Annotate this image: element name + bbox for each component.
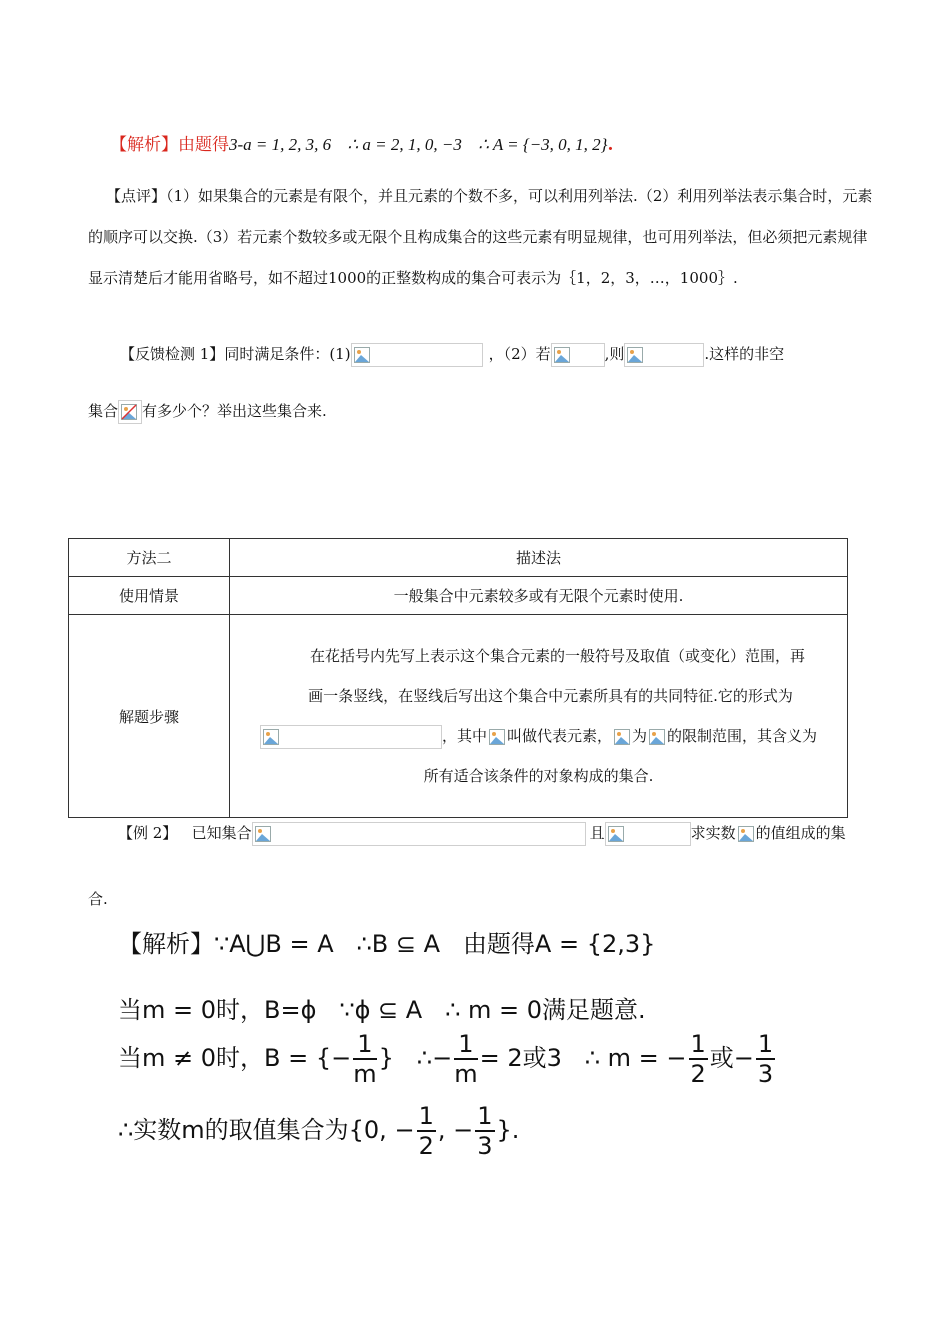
steps-cell bbox=[230, 615, 848, 818]
table-cell: 方法二 bbox=[69, 539, 230, 577]
feedback-line-2 bbox=[88, 400, 327, 424]
solution-2-text: ∴− bbox=[416, 1044, 453, 1072]
solution-2-text: ∵ϕ ⊆ A bbox=[339, 996, 423, 1024]
solution-2-text: 或− bbox=[709, 1044, 754, 1072]
feedback-text-1: 同时满足条件：(1) bbox=[224, 345, 351, 363]
step-line-2: 画一条竖线，在竖线后写出这个集合中元素所具有的共同特征.它的形式为 bbox=[308, 687, 793, 705]
broken-image-icon bbox=[255, 826, 271, 842]
fraction bbox=[475, 1104, 494, 1158]
feedback-text-6: 有多少个？举出这些集合来. bbox=[142, 402, 327, 420]
table-cell: 使用情景 bbox=[69, 577, 230, 615]
broken-image-icon bbox=[263, 729, 279, 745]
formula-image-placeholder bbox=[612, 726, 632, 748]
broken-image-icon bbox=[614, 729, 630, 745]
solution-2-text: }. bbox=[496, 1116, 520, 1144]
table-cell: 一般集合中元素较多或有无限个元素时使用. bbox=[230, 577, 848, 615]
example-text-3: 求实数 bbox=[690, 824, 736, 842]
fraction bbox=[417, 1104, 436, 1158]
step-line-3 bbox=[242, 716, 835, 756]
formula-image-placeholder bbox=[605, 822, 691, 846]
solution-2-line-3 bbox=[118, 1032, 777, 1086]
broken-image-icon bbox=[354, 347, 370, 363]
example-text-1: 已知集合 bbox=[191, 824, 252, 842]
fraction-denominator: m bbox=[454, 1060, 478, 1088]
step-text-a: ，其中 bbox=[441, 727, 487, 745]
fraction-denominator: 2 bbox=[418, 1132, 434, 1160]
example-label: 【例 2】 bbox=[118, 824, 178, 842]
table-row bbox=[69, 615, 848, 818]
feedback-text-5: 集合 bbox=[88, 402, 119, 420]
feedback-text-4: .这样的非空 bbox=[704, 345, 785, 363]
feedback-line-1 bbox=[120, 343, 784, 367]
equation-3: ∴ A = {−3, 0, 1, 2} bbox=[478, 135, 608, 154]
step-text-c: 为 bbox=[632, 727, 648, 745]
fraction bbox=[756, 1032, 775, 1086]
table-row bbox=[69, 577, 848, 615]
step-text-b: 叫做代表元素， bbox=[506, 727, 612, 745]
broken-image-icon bbox=[627, 347, 643, 363]
formula-image-placeholder bbox=[260, 725, 442, 749]
solution-2-text: 当m = 0时，B=ϕ bbox=[118, 996, 317, 1024]
feedback-text-3: ,则 bbox=[604, 345, 625, 363]
solution-label: 【解析】 bbox=[110, 135, 178, 155]
fraction-numerator: 1 bbox=[454, 1032, 477, 1060]
fraction-denominator: 2 bbox=[690, 1060, 706, 1088]
fraction bbox=[353, 1032, 376, 1086]
example-text-2: 且 bbox=[589, 824, 605, 842]
fraction-denominator: m bbox=[353, 1060, 377, 1088]
formula-image-placeholder bbox=[118, 400, 142, 424]
solution-2-text: 当m ≠ 0时，B = {− bbox=[118, 1044, 352, 1072]
solution-2-text: ∴ m = − bbox=[584, 1044, 687, 1072]
formula-image-placeholder bbox=[487, 726, 507, 748]
broken-image-icon bbox=[489, 729, 505, 745]
method-table bbox=[68, 538, 848, 818]
fraction-numerator: 1 bbox=[690, 1030, 706, 1058]
fraction-numerator: 1 bbox=[757, 1030, 774, 1058]
broken-image-icon bbox=[121, 404, 137, 420]
example-2-line-2: 合. bbox=[88, 890, 108, 908]
broken-image-icon bbox=[738, 826, 754, 842]
solution-2-line-4 bbox=[118, 1104, 519, 1158]
solution-2-text: ∴ m = 0满足题意. bbox=[445, 996, 646, 1024]
formula-image-placeholder bbox=[351, 343, 483, 367]
equation-1: 3-a = 1, 2, 3, 6 bbox=[229, 135, 332, 154]
comment-paragraph: 【点评】（1）如果集合的元素是有限个，并且元素的个数不多，可以利用列举法.（2）利用列举法表示集合时，元素的顺序可以交换.（3）若元素个数较多或无限个且构成集合的这些元素有明显规律，也可用列举法，但必须把元素规律显示清楚后才能用省略号，如不超过1000的正整数构成的集合可表示为｛1，2，3，…，1000｝. bbox=[88, 187, 873, 287]
solution-2-text: 【解析】∵A⋃B = A bbox=[118, 930, 334, 958]
step-line-4: 所有适合该条件的对象构成的集合. bbox=[423, 767, 654, 785]
solution-2-text: ∴实数m的取值集合为{0, − bbox=[118, 1116, 415, 1144]
step-line-1: 在花括号内先写上表示这个集合元素的一般符号及取值（或变化）范围，再 bbox=[309, 647, 805, 665]
equation-2: ∴ a = 2, 1, 0, −3 bbox=[347, 135, 462, 154]
solution-2-text: ∴B ⊆ A bbox=[356, 930, 441, 958]
table-cell: 描述法 bbox=[230, 539, 848, 577]
solution-period: . bbox=[607, 135, 614, 155]
solution-2-line-1 bbox=[118, 924, 655, 959]
fraction bbox=[454, 1032, 477, 1086]
fraction-numerator: 1 bbox=[418, 1102, 434, 1130]
formula-image-placeholder bbox=[551, 343, 605, 367]
solution-line-1 bbox=[110, 130, 613, 155]
table-cell: 解题步骤 bbox=[69, 615, 230, 818]
fraction-numerator: 1 bbox=[477, 1102, 493, 1130]
solution-2-text: 由题得A = {2,3} bbox=[462, 930, 656, 958]
step-text-d: 的限制范围，其含义为 bbox=[667, 727, 818, 745]
solution-2-line-2 bbox=[118, 990, 646, 1025]
solution-2-text: } bbox=[378, 1044, 394, 1072]
broken-image-icon bbox=[608, 826, 624, 842]
feedback-text-2: ，（2）若 bbox=[488, 345, 551, 363]
feedback-label: 【反馈检测 1】 bbox=[120, 345, 225, 363]
formula-image-placeholder bbox=[624, 343, 704, 367]
formula-image-placeholder bbox=[252, 822, 586, 846]
table-row bbox=[69, 539, 848, 577]
example-text-4: 的值组成的集 bbox=[755, 824, 846, 842]
formula-image-placeholder bbox=[736, 823, 756, 845]
fraction bbox=[689, 1032, 708, 1086]
broken-image-icon bbox=[649, 729, 665, 745]
fraction-numerator: 1 bbox=[353, 1032, 376, 1060]
formula-image-placeholder bbox=[647, 726, 667, 748]
example-2-line-1 bbox=[118, 822, 846, 846]
solution-lead: 由题得 bbox=[178, 135, 229, 155]
broken-image-icon bbox=[554, 347, 570, 363]
fraction-denominator: 3 bbox=[757, 1060, 774, 1088]
solution-2-text: = 2或3 bbox=[479, 1044, 562, 1072]
solution-2-text: , − bbox=[437, 1116, 474, 1144]
fraction-denominator: 3 bbox=[477, 1132, 493, 1160]
